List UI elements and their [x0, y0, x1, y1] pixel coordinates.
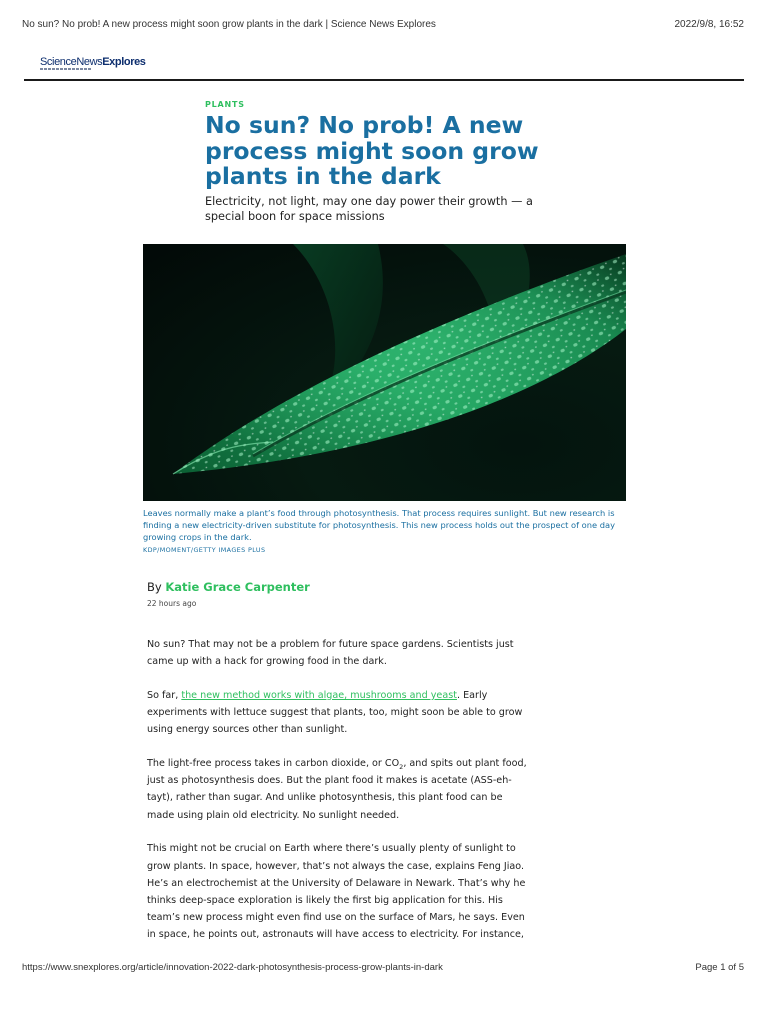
paragraph-3-part1: The light-free process takes in carbon dioxide, or CO [147, 758, 400, 770]
byline [147, 580, 310, 594]
print-date: 2022/9/8, 16:52 [674, 19, 744, 30]
article-category[interactable]: PLANTS [205, 100, 245, 109]
article-body [147, 636, 532, 960]
logo-tagline-mark [40, 68, 92, 70]
article-headline: No sun? No prob! A new process might soon grow plants in the dark [205, 111, 539, 190]
print-header [22, 19, 744, 33]
header-divider [24, 79, 744, 81]
print-url: https://www.snexplores.org/article/innovation-2022-dark-photosynthesis-process-grow-plants-in-dark [22, 962, 443, 973]
paragraph-4: This might not be crucial on Earth where there’s usually plenty of sunlight to grow plants. In space, however, that’s not always the case, explains Feng Jiao. He’s an electrochemist at the University of Delaware in Newark. That’s why he thinks deep-space exploration is likely the first big application for this. His team’s new process might even find use on the surface of Mars, he says. Even in space, he points out, astronauts will have access to electricity. For instance, [147, 843, 526, 941]
paragraph-2-suffix: . Early experiments with lettuce suggest that plants, too, might soon be able to grow using energy sources other than sunlight. [147, 689, 523, 736]
hero-image-leaf [143, 244, 626, 501]
paragraph-3-part2: , and spits out plant food, just as photosynthesis does. But the plant food it makes is acetate (ASS-eh-tayt), rather than sugar. And unlike photosynthesis, this plant food can be made using plain old electricity. No sunlight needed. [147, 758, 527, 821]
page-number: Page 1 of 5 [695, 962, 744, 973]
site-logo[interactable] [40, 56, 146, 74]
article-dek: Electricity, not light, may one day power their growth — a special boon for space missions [205, 195, 533, 223]
logo-part-explores: Explores [102, 56, 146, 68]
paragraph-2 [147, 687, 532, 739]
publish-time: 22 hours ago [147, 599, 197, 608]
logo-part-sciencenews: ScienceNews [40, 56, 103, 68]
logo-wordmark [40, 56, 146, 68]
print-footer [22, 962, 744, 976]
print-page-title: No sun? No prob! A new process might soon grow plants in the dark | Science News Explores [22, 19, 436, 30]
paragraph-2-prefix: So far, [147, 689, 179, 701]
leaf-illustration [143, 244, 626, 501]
image-caption: Leaves normally make a plant’s food through photosynthesis. That process requires sunlight. But new research is finding a new electricity-driven substitute for photosynthesis. This new process holds out the prospect of one day growing crops in the dark. [143, 508, 616, 542]
paragraph-3 [147, 755, 532, 824]
byline-prefix: By [147, 580, 162, 594]
method-link[interactable]: the new method works with algae, mushrooms and yeast [181, 689, 457, 701]
author-link[interactable]: Katie Grace Carpenter [165, 580, 310, 594]
co2-subscript: 2 [399, 762, 404, 771]
image-credit: KDP/MOMENT/GETTY IMAGES PLUS [143, 546, 266, 554]
paragraph-1: No sun? That may not be a problem for future space gardens. Scientists just came up with a hack for growing food in the dark. [147, 639, 514, 668]
